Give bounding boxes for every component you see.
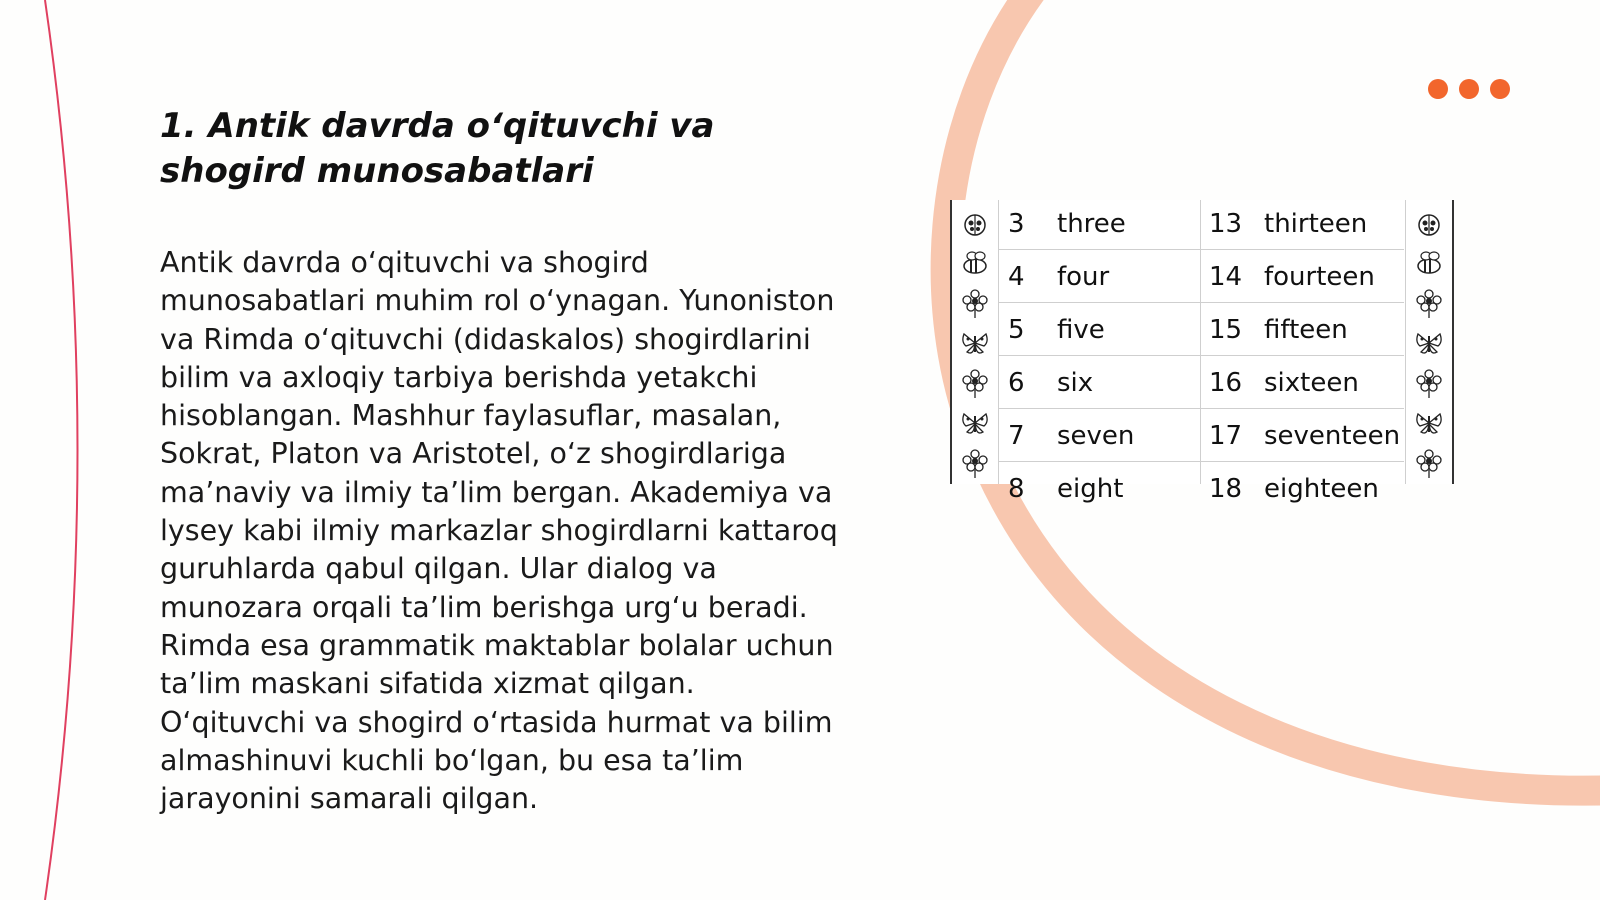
- number-cell: 5: [1008, 315, 1025, 345]
- flower-icon: [960, 288, 990, 318]
- word-cell: fifteen: [1264, 315, 1348, 345]
- number-cell: 14: [1209, 262, 1243, 292]
- flower-icon: [1414, 368, 1444, 398]
- bee-icon: [1414, 248, 1444, 278]
- number-cell: 4: [1008, 262, 1025, 292]
- doodle-column-left: [952, 200, 999, 484]
- number-cell: 8: [1008, 474, 1025, 504]
- decorative-left-curve: [45, 0, 78, 900]
- butterfly-icon: [960, 328, 990, 358]
- word-cell: three: [1057, 209, 1126, 239]
- number-cell: 16: [1209, 368, 1243, 398]
- ladybug-icon: [1414, 208, 1444, 238]
- flower-icon: [960, 368, 990, 398]
- table-row-divider: [998, 408, 1404, 409]
- table-row-divider: [998, 355, 1404, 356]
- butterfly-icon: [1414, 408, 1444, 438]
- menu-dot-1: [1428, 79, 1448, 99]
- word-cell: thirteen: [1264, 209, 1368, 239]
- slide-body-text: Antik davrda o‘qituvchi va shogird munosabatlari muhim rol o‘ynagan. Yunoniston va Rimda o‘qituvchi (didaskalos) shogirdlarini bilim va axloqiy tarbiya berishda yetakchi hisoblangan. Mashhur faylasuflar, masalan, Sokrat, Platon va Aristotel, o‘z shogirdlariga ma’naviy va ilmiy ta’lim bergan. Akademiya va lysey kabi ilmiy markazlar shogirdlarni kattaroq guruhlarda qabul qilgan. Ular dialog va munozara orqali ta’lim berishga urg‘u beradi. Rimda esa grammatik maktablar bolalar uchun ta’lim maskani sifatida xizmat qilgan. O‘qituvchi va shogird o‘rtasida hurmat va bilim almashinuvi kuchli bo‘lgan, bu esa ta’lim jarayonini samarali qilgan.: [160, 246, 838, 816]
- menu-dot-3: [1490, 79, 1510, 99]
- number-cell: 3: [1008, 209, 1025, 239]
- table-row-divider: [998, 249, 1404, 250]
- word-cell: five: [1057, 315, 1105, 345]
- number-cell: 6: [1008, 368, 1025, 398]
- ladybug-icon: [960, 208, 990, 238]
- butterfly-icon: [1414, 328, 1444, 358]
- number-cell: 17: [1209, 421, 1243, 451]
- word-cell: eighteen: [1264, 474, 1379, 504]
- number-cell: 7: [1008, 421, 1025, 451]
- table-row-divider: [998, 302, 1404, 303]
- slide-title: 1. Antik davrda o‘qituvchi va shogird munosabatlari: [160, 106, 715, 191]
- number-cell: 13: [1209, 209, 1243, 239]
- flower-icon: [1414, 288, 1444, 318]
- word-cell: seven: [1057, 421, 1135, 451]
- table-row-divider: [998, 461, 1404, 462]
- butterfly-icon: [960, 408, 990, 438]
- menu-dot-2: [1459, 79, 1479, 99]
- word-cell: fourteen: [1264, 262, 1375, 292]
- word-cell: seventeen: [1264, 421, 1401, 451]
- flower-icon: [1414, 448, 1444, 478]
- doodle-column-right: [1405, 200, 1452, 484]
- word-cell: eight: [1057, 474, 1124, 504]
- number-cell: 18: [1209, 474, 1243, 504]
- table-column-divider: [1200, 200, 1201, 484]
- number-words-table: [950, 200, 1454, 504]
- word-cell: six: [1057, 368, 1094, 398]
- bee-icon: [960, 248, 990, 278]
- word-cell: four: [1057, 262, 1110, 292]
- word-cell: sixteen: [1264, 368, 1359, 398]
- flower-icon: [960, 448, 990, 478]
- number-cell: 15: [1209, 315, 1243, 345]
